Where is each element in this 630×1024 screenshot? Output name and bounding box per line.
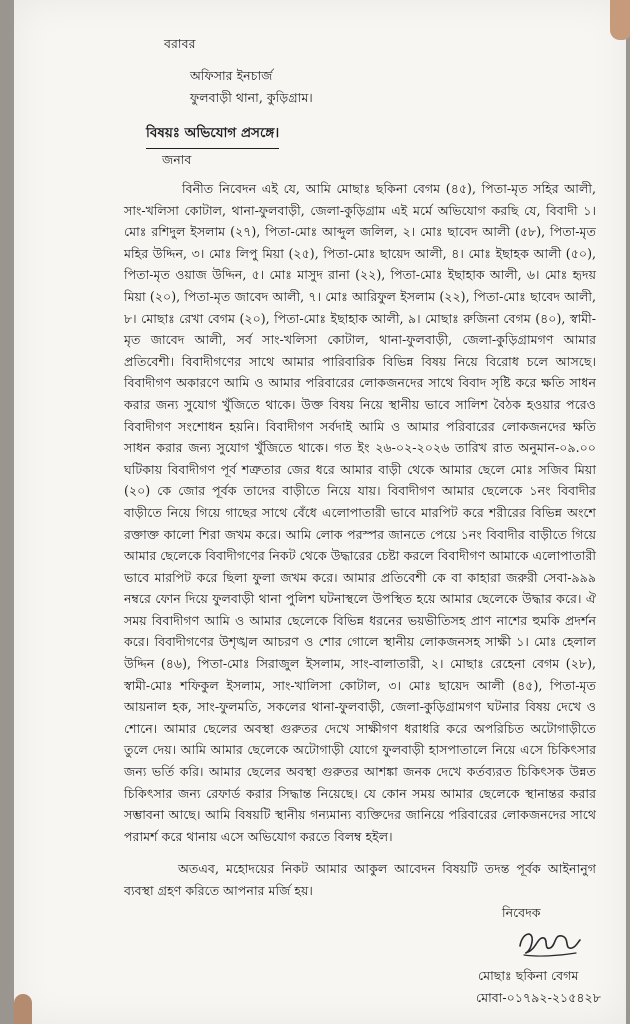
signature-graphic	[514, 924, 584, 960]
applicant-name: মোছাঃ ছকিনা বেগম	[478, 968, 579, 983]
thumb	[610, 0, 630, 40]
addressee-title: অফিসার ইনচার্জ	[190, 68, 273, 83]
applicant-label: নিবেদক	[502, 905, 541, 920]
handwritten-signature	[514, 924, 584, 960]
salutation: জনাব	[162, 152, 192, 167]
letter-subject: বিষয়ঃ অভিযোগ প্রসঙ্গে।	[146, 122, 279, 145]
complaint-letter-page	[14, 0, 626, 1024]
addressee-to: বরাবর	[164, 36, 196, 51]
letter-closing: অতএব, মহোদয়ের নিকট আমার আকুল আবেদন বিষয়টি তদন্ত পূর্বক আইনানুগ ব্যবস্থা গ্রহণ করিতে আপনার মর্জি হয়।	[124, 861, 596, 898]
addressee-office: ফুলবাড়ী থানা, কুড়িগ্রাম।	[190, 90, 313, 105]
letter-body: বিনীত নিবেদন এই যে, আমি মোছাঃ ছকিনা বেগম (৪৫), পিতা-মৃত সহির আলী, সাং-খলিসা কোটাল, থানা-ফুলবাড়ী, জেলা-কুড়িগ্রাম এই মর্মে অভিযোগ করছি যে, বিবাদী ১। মোঃ রশিদুল ইসলাম (২৭), পিতা-মোঃ আব্দুল জলিল, ২। মোঃ ছাবেদ আলী (৫৮), পিতা-মৃত মহির উদ্দিন, ৩। মোঃ লিপু মিয়া (২৫), পিতা-মোঃ ছায়েদ আলী, ৪। মোঃ ইছাহক আলী (৫০), পিতা-মৃত ওয়াজ উদ্দিন, ৫। মোঃ মাসুদ রানা (২২), পিতা-মোঃ ইছাহাক আলী, ৬। মোঃ হৃদয় মিয়া (২০), পিতা-মৃত জাবেদ আলী, ৭। মোঃ আরিফুল ইসলাম (২২), পিতা-মোঃ ছাবেদ আলী, ৮। মোছাঃ রেখা বেগম (২০), পিতা-মোঃ ইছাহাক আলী, ৯। মোছাঃ রুজিনা বেগম (৪০), স্বামী-মৃত জাবেদ আলী, সর্ব সাং-খলিসা কোটাল, থানা-ফুলবাড়ী, জেলা-কুড়িগ্রামগণ আমার প্রতিবেশী। বিবাদীগণের সাথে আমার পারিবারিক বিভিন্ন বিষয় নিয়ে বিরোধ চলে আসছে। বিবাদীগণ অকারণে আমি ও আমার পরিবারের লোকজনদের সাথে বিবাদ সৃষ্টি করে ক্ষতি সাধন করার জন্য সুযোগ খুঁজিতে থাকে। উক্ত বিষয় নিয়ে স্থানীয় ভাবে সালিশ বৈঠক হওয়ার পরেও বিবাদীগণ সংশোধন হয়নি। বিবাদীগণ সর্বদাই আমি ও আমার পরিবারের লোকজনদের ক্ষতি সাধন করার জন্য সুযোগ খুঁজিতে থাকে। গত ইং ২৬-০২-২০২৬ তারিখ রাত অনুমান-০৯.০০ ঘটিকায় বিবাদীগণ পূর্ব শত্রুতার জের ধরে আমার বাড়ী থেকে আমার ছেলে মোঃ সজিব মিয়া (২০) কে জোর পূর্বক তাদের বাড়ীতে নিয়ে যায়। বিবাদীগণ আমার ছেলেকে ১নং বিবাদীর বাড়ীতে নিয়ে গিয়ে গাছের সাথে বেঁধে এলোপাতারী ভাবে মারপিট করে শরীরের বিভিন্ন অংশে রক্তাক্ত কালো শিরা জখম করে। আমি লোক পরস্পর জানতে পেয়ে ১নং বিবাদীর বাড়ীতে গিয়ে আমার ছেলেকে বিবাদীগণের নিকট থেকে উদ্ধারের চেষ্টা করলে বিবাদীগণ আমাকে এলোপাতারী ভাবে মারপিট করে ছিলা ফুলা জখম করে। আমার প্রতিবেশী কে বা কাহারা জরুরী সেবা-৯৯৯ নম্বরে ফোন দিয়ে ফুলবাড়ী থানা পুলিশ ঘটনাস্থলে উপস্থিত হয়ে আমার ছেলেকে উদ্ধার করে। ঐ সময় বিবাদীগণ আমি ও আমার ছেলেকে বিভিন্ন ধরনের ভয়ভীতিসহ প্রাণ নাশের হুমকি প্রদর্শন করে। বিবাদীগণের উশৃঙ্খল আচরণ ও শোর গোলে স্থানীয় লোকজনসহ সাক্ষী ১। মোঃ হেলাল উদ্দিন (৪৬), পিতা-মোঃ সিরাজুল ইসলাম, সাং-বালাতারী, ২। মোছাঃ রেহেনা বেগম (২৮), স্বামী-মোঃ শফিকুল ইসলাম, সাং-খালিসা কোটাল, ৩। মোঃ ছায়েদ আলী (৪৫), পিতা-মৃত আয়নাল হক, সাং-ফুলমতি, সকলের থানা-ফুলবাড়ী, জেলা-কুড়িগ্রামগণ ঘটনার বিষয় দেখে ও শোনে। আমার ছেলের অবস্থা গুরুতর দেখে সাক্ষীগণ ধরাধরি করে অপরিচিত অটোগাড়ীতে তুলে দেয়। আমি আমার ছেলেকে অটোগাড়ী যোগে ফুলবাড়ী হাসপাতালে নিয়ে এসে চিকিৎসার জন্য ভর্তি করি। আমার ছেলের অবস্থা গুরুতর আশঙ্কা জনক দেখে কর্তব্যরত চিকিৎসক উন্নত চিকিৎসার জন্য রেফার্ড করার সিদ্ধান্ত নিয়েছে। যে কোন সময় আমার ছেলেকে স্থানান্তর করার সম্ভাবনা আছে। আমি বিষয়টি স্থানীয় গন্যমান্য ব্যক্তিদের জানিয়ে পরিবারের লোকজনদের সাথে পরামর্শ করে থানায় এসে অভিযোগ করতে বিলম্ব হইল।	[124, 181, 596, 844]
thumb	[14, 994, 32, 1024]
applicant-mobile: মোবা-০১৭৯২-২১৫৪২৮	[476, 990, 601, 1005]
